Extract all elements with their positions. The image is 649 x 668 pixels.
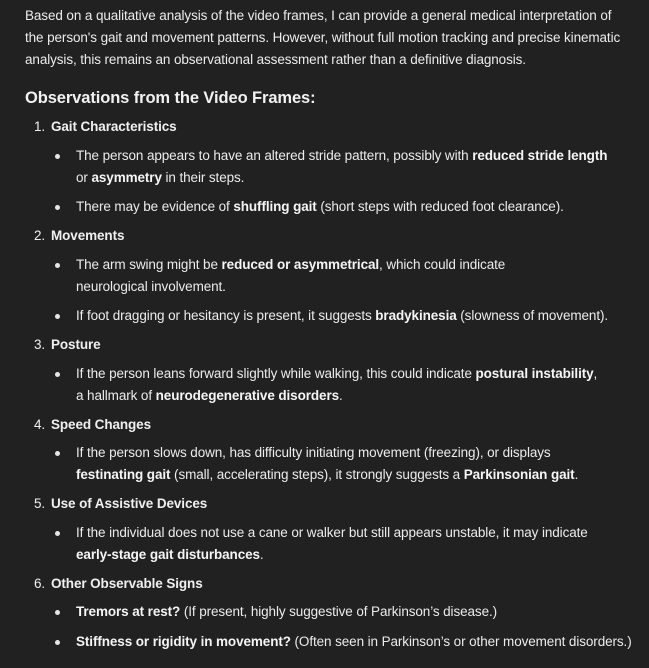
bullet-icon: [55, 154, 60, 159]
bullet-icon: [55, 610, 60, 615]
section-title: [34, 414, 151, 436]
bullet-icon: [55, 531, 60, 536]
observations-heading: Observations from the Video Frames:: [25, 89, 316, 107]
section-number: 4.: [34, 417, 46, 432]
list-item: If foot dragging or hesitancy is present, it suggests bradykinesia (slowness of movement).: [76, 308, 609, 323]
list-item: There may be evidence of shuffling gait (short steps with reduced foot clearance).: [76, 199, 564, 214]
section-number: 6.: [34, 576, 46, 591]
section-number: 1.: [34, 119, 46, 134]
bullet-icon: [55, 640, 60, 645]
bullet-icon: [55, 205, 60, 210]
bullet-icon: [55, 314, 60, 319]
section-title: [34, 573, 203, 595]
section-title: [34, 493, 207, 515]
section-title-text: Posture: [51, 337, 101, 352]
section-title: [34, 116, 177, 138]
bullet-icon: [55, 451, 60, 456]
list-item: If the individual does not use a cane or walker but still appears unstable, it may indicate early-stage gait disturbances.: [76, 525, 588, 562]
section-number: 2.: [34, 228, 46, 243]
section-title-text: Speed Changes: [51, 417, 151, 432]
list-item: If the person slows down, has difficulty initiating movement (freezing), or displays festinating gait (small, accelerating steps), it strongly suggests a Parkinsonian gait.: [76, 445, 579, 482]
intro-paragraph: Based on a qualitative analysis of the video frames, I can provide a general medical interpretation of the person's gait and movement patterns. However, without full motion tracking and precise kinematic analysis, this remains an observational assessment rather than a definitive diagnosis.: [25, 8, 621, 67]
section-number: 3.: [34, 337, 46, 352]
bullet-icon: [55, 372, 60, 377]
section-title-text: Gait Characteristics: [51, 119, 177, 134]
list-item: If the person leans forward slightly while walking, this could indicate postural instability, a hallmark of neurodegenerative disorders.: [76, 366, 598, 403]
section-title-text: Use of Assistive Devices: [51, 496, 208, 511]
list-item: The person appears to have an altered stride pattern, possibly with reduced stride length or asymmetry in their steps.: [76, 148, 608, 185]
list-item: Stiffness or rigidity in movement? (Often seen in Parkinson’s or other movement disorders.): [76, 634, 632, 649]
list-item: Tremors at rest? (If present, highly suggestive of Parkinson’s disease.): [76, 604, 498, 619]
section-title: [34, 334, 101, 356]
bullet-icon: [55, 263, 60, 268]
section-title: [34, 225, 124, 247]
section-title-text: Movements: [51, 228, 125, 243]
list-item: The arm swing might be reduced or asymmetrical, which could indicate neurological involvement.: [76, 257, 506, 294]
section-number: 5.: [34, 496, 46, 511]
section-title-text: Other Observable Signs: [51, 576, 203, 591]
